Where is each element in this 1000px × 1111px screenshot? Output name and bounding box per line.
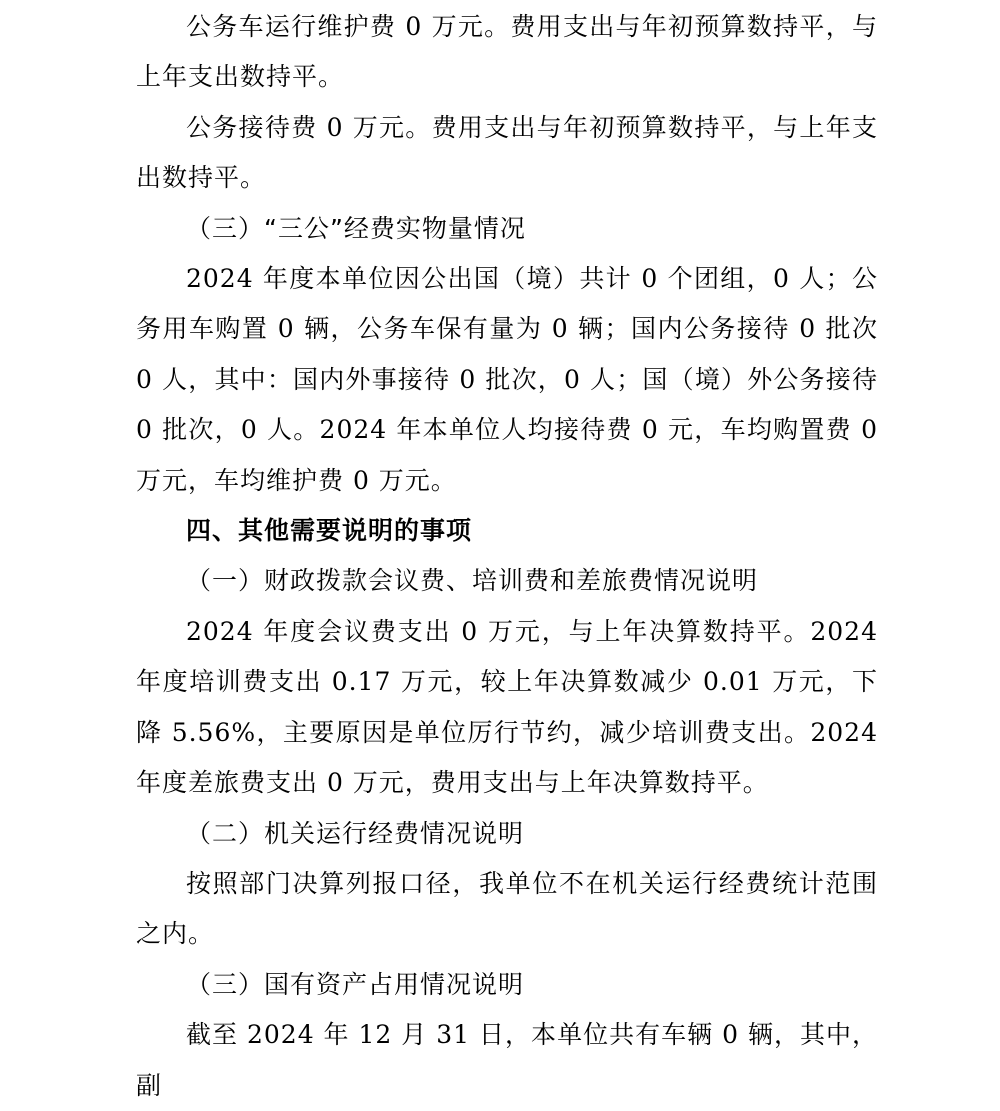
paragraph-state-assets: 截至 2024 年 12 月 31 日，本单位共有车辆 0 辆，其中，副 <box>136 1020 878 1100</box>
paragraph-reception-fee: 公务接待费 0 万元。费用支出与年初预算数持平，与上年支出数持平。 <box>136 112 878 193</box>
heading-state-assets: （三）国有资产占用情况说明 <box>186 969 525 999</box>
paragraph-physical-quantities: 2024 年度本单位因公出国（境）共计 0 个团组，0 人；公务用车购置 0 辆，公务车保有量为 0 辆；国内公务接待 0 批次 0 人，其中：国内外事接待 0 批次，0 人；国（境）外公务接待 0 批次，0 人。2024 年本单位人均接待费 0 元，车均购置费 0 万元，车均维护费 0 万元。 <box>136 264 878 495</box>
heading-three-public-physical: （三）“三公”经费实物量情况 <box>186 213 526 243</box>
paragraph-operating-expenses: 按照部门决算列报口径，我单位不在机关运行经费统计范围之内。 <box>136 868 878 949</box>
paragraph-meeting-training-travel: 2024 年度会议费支出 0 万元，与上年决算数持平。2024 年度培训费支出 0.17 万元，较上年决算数减少 0.01 万元，下降 5.56%，主要原因是单位厉行节约，减少培训费支出。2024 年度差旅费支出 0 万元，费用支出与上年决算数持平。 <box>136 616 878 798</box>
heading-meeting-training-travel: （一）财政拨款会议费、培训费和差旅费情况说明 <box>186 566 759 596</box>
paragraph-vehicle-maintenance: 公务车运行维护费 0 万元。费用支出与年初预算数持平，与上年支出数持平。 <box>136 12 878 92</box>
document-page <box>136 2 878 1111</box>
heading-other-matters: 四、其他需要说明的事项 <box>186 516 473 546</box>
heading-operating-expenses: （二）机关运行经费情况说明 <box>186 818 525 848</box>
